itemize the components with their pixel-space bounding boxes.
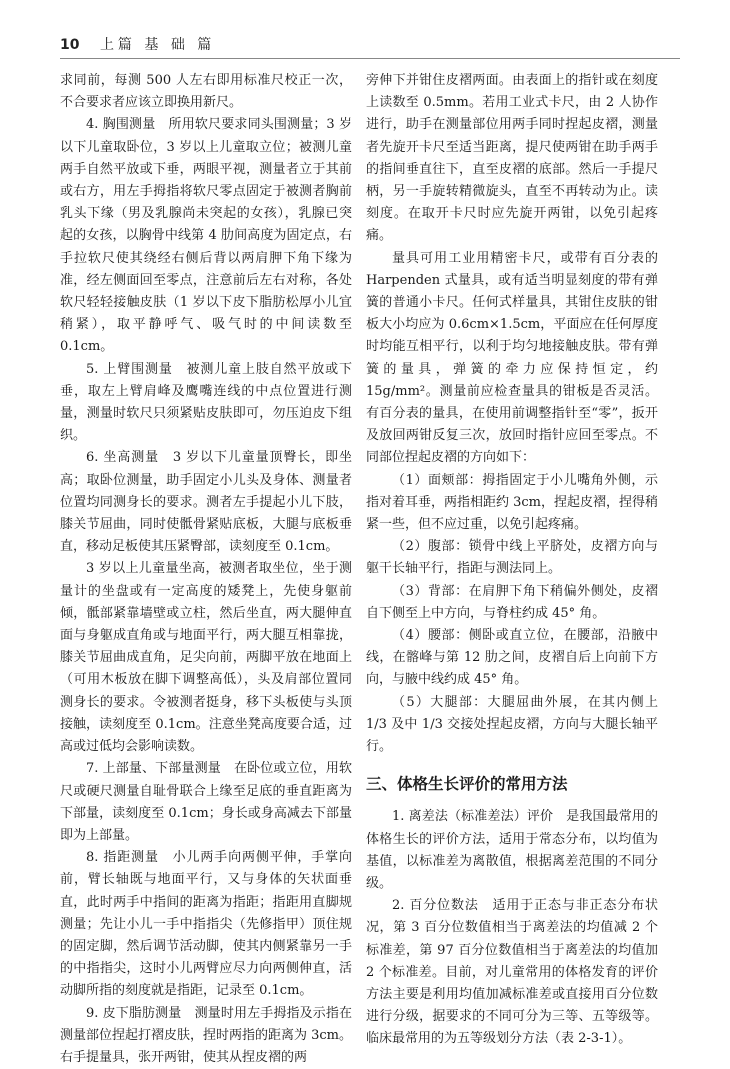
right-column-top bbox=[366, 70, 658, 758]
left-column bbox=[60, 70, 352, 1069]
paragraph: 1. 离差法（标准差法）评价 是我国最常用的体格生长的评价方法，适用于常态分布，以均值为基值，以标准差为离散值，根据离差范围的不同分级。 bbox=[366, 809, 658, 891]
section-title: 上篇 基 础 篇 bbox=[99, 37, 216, 53]
paragraph: 旁伸下并钳住皮褶两面。由表面上的指针或在刻度上读数至 0.5mm。若用工业式卡尺，由 2 人协作进行，助手在测量部位用两手同时捏起皮褶，测量者先旋开卡尺至适当距离，提尺使两钳在助手两手的指间垂直往下，直至皮褶的底部。然后一手提尺柄，另一手旋转精微旋头，直至不再转动为止。读刻度。在取开卡尺时应先旋开两钳，以免引起疼痛。 bbox=[366, 73, 658, 244]
right-column-bottom bbox=[366, 806, 658, 1050]
header-rule bbox=[60, 58, 680, 59]
paragraph: （1）面颊部：拇指固定于小儿嘴角外侧，示指对着耳垂，两指相距约 3cm，捏起皮褶，捏得稍紧一些，但不应过重，以免引起疼痛。 bbox=[366, 472, 659, 533]
paragraph: 7. 上部量、下部量测量 在卧位或立位，用软尺或硬尺测量自耻骨联合上缘至足底的垂直距离为下部量，读刻度至 0.1cm；身长或身高减去下部量即为上部量。 bbox=[60, 761, 352, 843]
running-header bbox=[60, 34, 215, 54]
paragraph: 9. 皮下脂肪测量 测量时用左手拇指及示指在测量部位捏起打褶皮肤，捏时两指的距离为 3cm。右手提量具，张开两钳，使其从捏皮褶的两 bbox=[60, 1005, 353, 1065]
paragraph: （5）大腿部：大腿屈曲外展，在其内侧上 1/3 及中 1/3 交接处捏起皮褶，方向与大腿长轴平行。 bbox=[366, 694, 658, 755]
paragraph: 3 岁以上儿童量坐高，被测者取坐位，坐于测量计的坐盘或有一定高度的矮凳上，先使身躯前倾，骶部紧靠墙壁或立柱，然后坐直，两大腿伸直面与身躯成直角或与地面平行，两大腿互相靠拢，膝关节屈曲成直角，足尖向前，两脚平放在地面上（可用木板放在脚下调整高低），头及肩部位置同测身长的要求。令被测者挺身，移下头板使与头顶接触，读刻度至 0.1cm。注意坐凳高度要合适，过高或过低均会影响读数。 bbox=[60, 561, 352, 755]
paragraph: （2）腹部：锁骨中线上平脐处，皮褶方向与躯干长轴平行，指距与测法同上。 bbox=[366, 539, 658, 577]
paragraph: 8. 指距测量 小儿两手向两侧平伸，手掌向前，臂长轴既与地面平行，又与身体的矢状面垂直，此时两手中指间的距离为指距；指距用直脚规测量；先让小儿一手中指指尖（先修指甲）顶住规的固定脚，然后调节活动脚，使其内侧紧靠另一手的中指指尖，这时小儿两臂应尽力向两侧伸直，活动脚所指的刻度就是指距，记录至 0.1cm。 bbox=[60, 850, 352, 999]
paragraph: 2. 百分位数法 适用于正态与非正态分布状况，第 3 百分位数值相当于离差法的均值减 2 个标准差，第 97 百分位数值相当于离差法的均值加 2 个标准差。目前，对儿童常用的体格发育的评价方法主要是利用均值加减标准差或直接用百分位数进行分级，据要求的不同可分为三等、五等级等。临床最常用的为五等级划分方法（表 2-3-1）。 bbox=[366, 898, 658, 1047]
paragraph: 6. 坐高测量 3 岁以下儿童量顶臀长，即坐高；取卧位测量，助手固定小儿头及身体、测量者位置均同测身长的要求。测者左手提起小儿下肢，膝关节屈曲，同时使骶骨紧贴底板，大腿与底板垂直，移动足板使其压紧臀部，读刻度至 0.1cm。 bbox=[60, 450, 352, 555]
paragraph: 量具可用工业用精密卡尺，或带有百分表的 Harpenden 式量具，或有适当明显刻度的带有弹簧的普通小卡尺。任何式样量具，其钳住皮肤的钳板大小均应为 0.6cm×1.5cm，平面应在任何厚度时均能互相平行，以利于均匀地接触皮肤。带有弹簧的量具，弹簧的牵力应保持恒定，约 15g/mm²。测量前应检查量具的钳板是否灵活。有百分表的量具，在使用前调整指针至“零”，扳开及放回两钳反复三次，放回时指针应回至零点。不同部位捏起皮褶的方向如下： bbox=[366, 250, 658, 466]
paragraph: 求同前，每测 500 人左右即用标准尺校正一次，不合要求者应该立即换用新尺。 bbox=[60, 73, 352, 111]
paragraph: （4）腰部：侧卧或直立位，在腰部，沿腋中线，在髂峰与第 12 肋之间，皮褶自后上向前下方向，与腋中线约成 45° 角。 bbox=[366, 628, 658, 688]
paragraph: 5. 上臂围测量 被测儿童上肢自然平放或下垂，取左上臂肩峰及鹰嘴连线的中点位置进行测量，测量时软尺只须紧贴皮肤即可，勿压迫皮下组织。 bbox=[60, 361, 352, 444]
section-heading: 三、体格生长评价的常用方法 bbox=[366, 775, 568, 794]
page-number: 10 bbox=[60, 37, 80, 53]
right-column bbox=[366, 70, 658, 1051]
paragraph: （3）背部：在肩胛下角下稍偏外侧处，皮褶自下侧至上中方向，与脊柱约成 45° 角。 bbox=[366, 583, 658, 621]
paragraph: 4. 胸围测量 所用软尺要求同头围测量；3 岁以下儿童取卧位，3 岁以上儿童取立位；被测儿童两手自然平放或下垂，两眼平视，测量者立于其前或右方，用左手拇指将软尺零点固定于被测者胸前乳头下缘（男及乳腺尚未突起的女孩），乳腺已突起的女孩，以胸骨中线第 4 肋间高度为固定点，右手拉软尺使其绕经右侧后背以两肩胛下角下缘为准，经左侧面回至零点，注意前后左右对称，各处软尺轻轻接触皮肤（1 岁以下皮下脂肪松厚小儿宜稍紧），取平静呼气、吸气时的中间读数至 0.1cm。 bbox=[60, 117, 352, 355]
